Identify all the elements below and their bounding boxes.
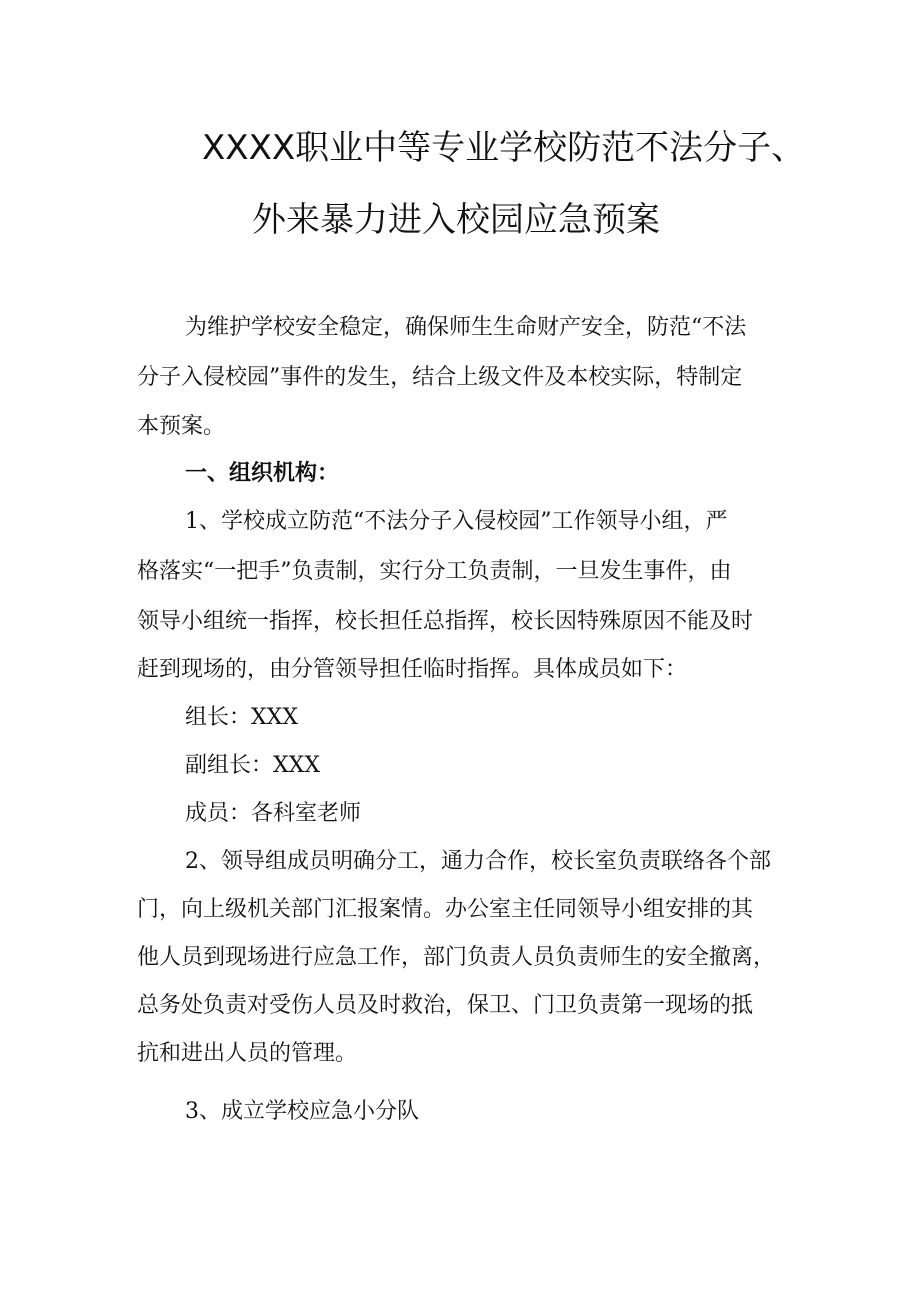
document-title-line-2: 外来暴力进入校园应急预案 [252,200,660,240]
intro-line-1: 为维护学校安全稳定，确保师生生命财产安全，防范“不法 [185,315,747,340]
item1-line-1: 1、学校成立防范“不法分子入侵校园”工作领导小组，严 [185,509,728,534]
item1-line-4: 赶到现场的，由分管领导担任临时指挥。具体成员如下： [137,657,688,682]
member-staff: 成员：各科室老师 [185,801,362,826]
item2-line-2: 门，向上级机关部门汇报案情。办公室主任同领导小组安排的其 [137,897,754,922]
section-heading-organization: 一、组织机构： [185,461,340,486]
item1-line-3: 领导小组统一指挥，校长担任总指挥，校长因特殊原因不能及时 [137,609,754,634]
item3-line-1: 3、成立学校应急小分队 [185,1099,419,1124]
member-deputy-leader: 副组长：XXX [185,753,320,778]
item2-line-3: 他人员到现场进行应急工作，部门负责人员负责师生的安全撤离， [137,945,776,970]
item1-line-2: 格落实“一把手”负责制，实行分工负责制，一旦发生事件，由 [137,559,732,584]
item2-line-4: 总务处负责对受伤人员及时救治，保卫、门卫负责第一现场的抵 [137,993,754,1018]
item2-line-5: 抗和进出人员的管理。 [137,1041,358,1066]
item2-line-1: 2、领导组成员明确分工，通力合作，校长室负责联络各个部 [185,849,771,874]
intro-line-2: 分子入侵校园”事件的发生，结合上级文件及本校实际，特制定 [137,365,743,390]
intro-line-3: 本预案。 [137,414,226,439]
document-title-line-1: XXXX职业中等专业学校防范不法分子、 [202,128,806,168]
member-leader: 组长：XXX [185,705,298,730]
